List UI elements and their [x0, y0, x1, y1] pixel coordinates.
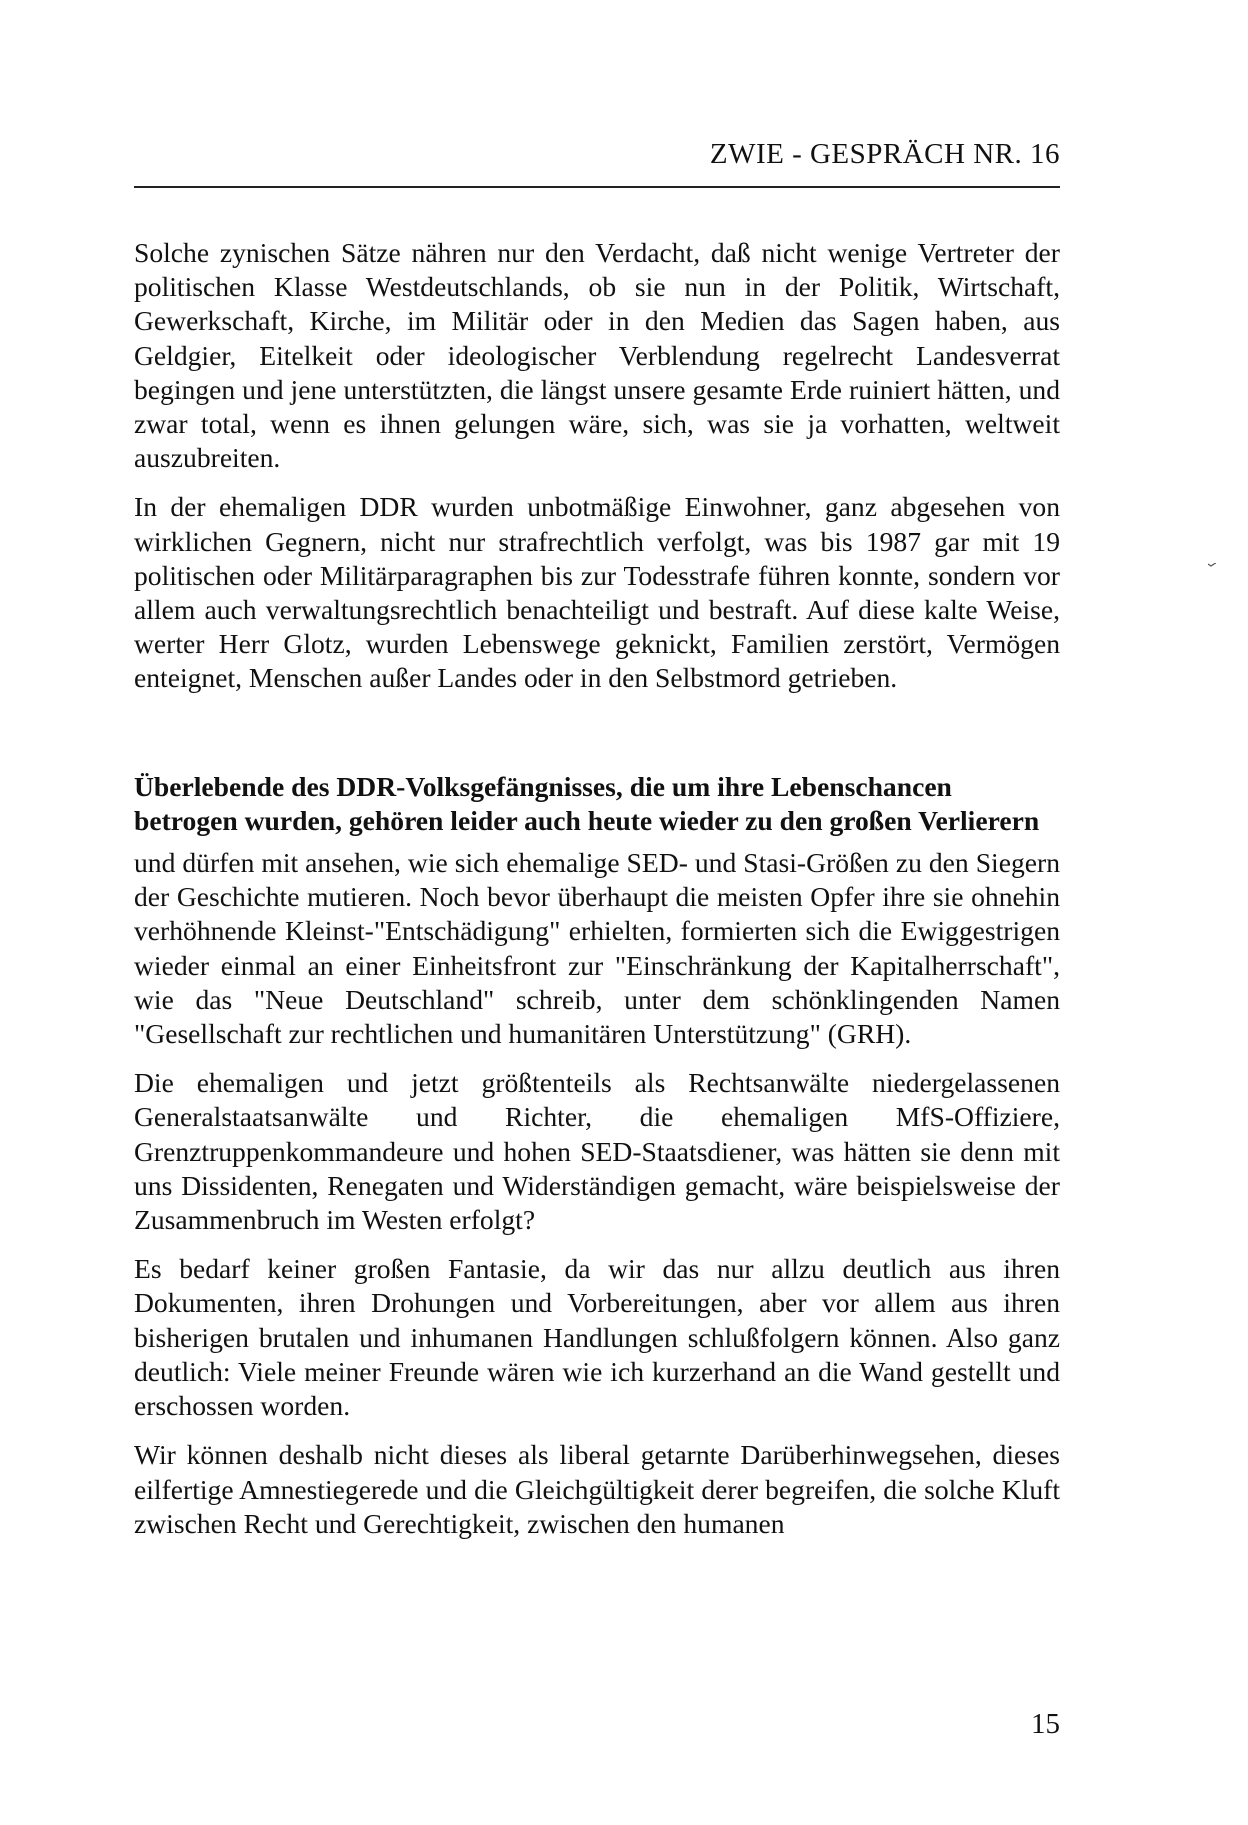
page-header: [134, 136, 1060, 188]
paragraph: und dürfen mit ansehen, wie sich ehemalige SED- und Stasi-Größen zu den Siegern der Geschichte mutieren. Noch bevor überhaupt die meisten Opfer ihre sie ohnehin verhöhnende Kleinst-"Entschädigung" erhielten, formierten sich die Ewiggestrigen wieder einmal an einer Einheitsfront zur "Einschränkung der Kapitalherrschaft", wie das "Neue Deutschland" schreib, unter dem schönklingenden Namen "Gesellschaft zur rechtlichen und humanitären Unterstützung" (GRH).: [134, 847, 1060, 1050]
paragraph: Die ehemaligen und jetzt größtenteils als Rechtsanwälte niedergelassenen Generalstaatsanwälte und Richter, die ehemaligen MfS-Offiziere, Grenztruppenkommandeure und hohen SED-Staatsdiener, was hätten sie denn mit uns Dissidenten, Renegaten und Widerständigen gemacht, wäre beispielsweise der Zusammenbruch im Westen erfolgt?: [134, 1067, 1060, 1236]
paragraph: Solche zynischen Sätze nähren nur den Verdacht, daß nicht wenige Vertreter der politischen Klasse Westdeutschlands, ob sie nun in der Politik, Wirtschaft, Gewerkschaft, Kirche, im Militär oder in den Medien das Sagen haben, aus Geldgier, Eitelkeit oder ideologischer Verblendung regelrecht Landesverrat begingen und jene unterstützten, die längst unsere gesamte Erde ruiniert hätten, und zwar total, wenn es ihnen gelungen wäre, sich, was sie ja vorhatten, weltweit auszubreiten.: [134, 237, 1060, 474]
section-heading: Überlebende des DDR-Volksgefängnisses, die um ihre Lebenschancen betrogen wurden, gehören leider auch heute wieder zu den großen Verlierern: [134, 770, 1040, 836]
paragraph: Es bedarf keiner großen Fantasie, da wir das nur allzu deutlich aus ihren Dokumenten, ihren Drohungen und Vorbereitungen, aber vor allem aus ihren bisherigen brutalen und inhumanen Handlungen schlußfolgern können. Also ganz deutlich: Viele meiner Freunde wären wie ich kurzerhand an die Wand gestellt und erschossen worden.: [134, 1253, 1060, 1422]
paragraph: Wir können deshalb nicht dieses als liberal getarnte Darüberhinwegsehen, dieses eilfertige Amnestiegerede und die Gleichgültigkeit derer begreifen, die solche Kluft zwischen Recht und Gerechtigkeit, zwischen den humanen: [134, 1439, 1060, 1539]
page-number: 15: [1031, 1708, 1060, 1740]
scan-speck-mark: [1208, 563, 1216, 568]
page-body: [134, 236, 1060, 1556]
running-title: ZWIE - GESPRÄCH NR. 16: [709, 138, 1060, 170]
header-rule: [134, 186, 1060, 188]
paragraph: In der ehemaligen DDR wurden unbotmäßige Einwohner, ganz abgesehen von wirklichen Gegnern, nicht nur strafrechtlich verfolgt, was bis 1987 gar mit 19 politischen oder Militärparagraphen bis zur Todesstrafe führen konnte, sondern vor allem auch verwaltungsrechtlich benachteiligt und bestraft. Auf diese kalte Weise, werter Herr Glotz, wurden Lebenswege geknickt, Familien zerstört, Vermögen enteignet, Menschen außer Landes oder in den Selbstmord getrieben.: [134, 491, 1060, 694]
